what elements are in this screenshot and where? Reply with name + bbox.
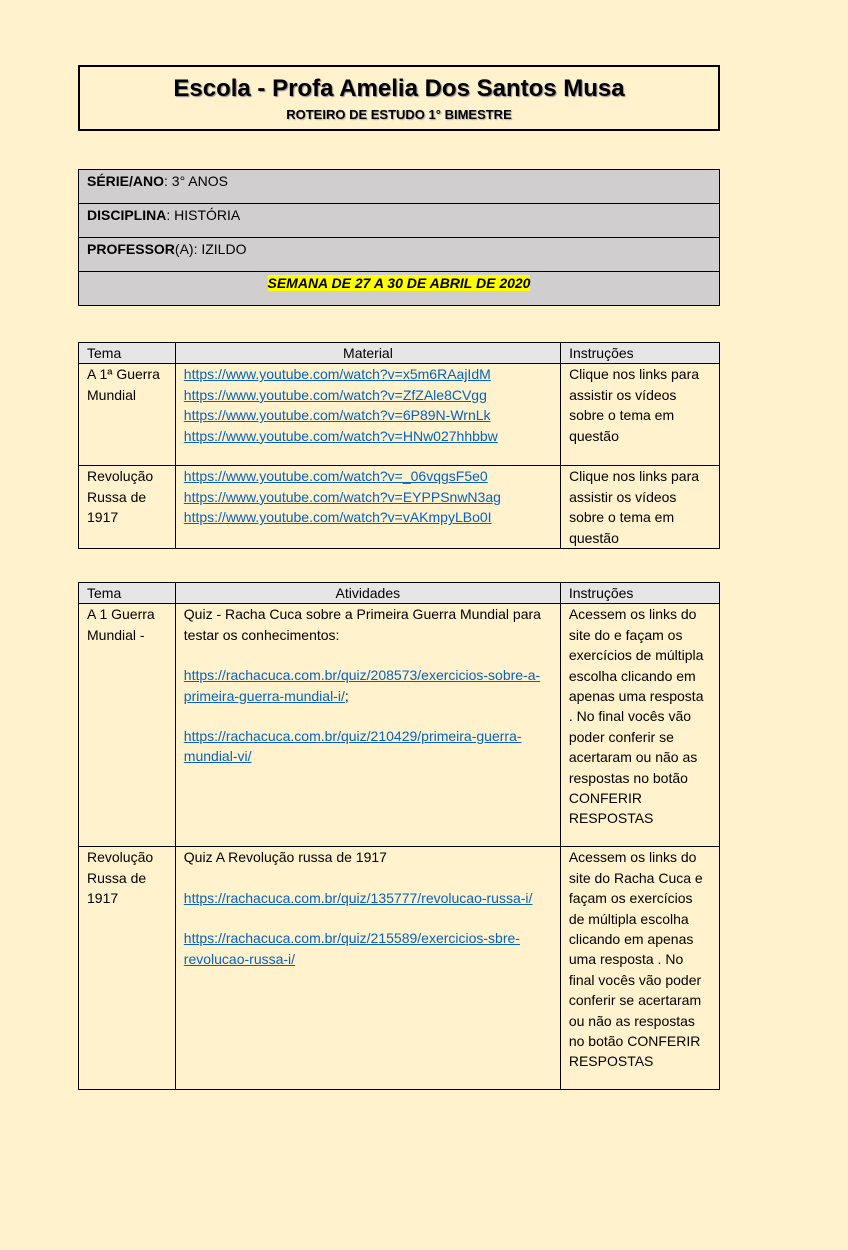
link-suffix: ;	[344, 687, 349, 704]
youtube-link[interactable]: https://www.youtube.com/watch?v=x5m6RAajIdM	[183, 366, 491, 383]
disciplina-label: DISCIPLINA	[87, 207, 167, 223]
activities-content-2	[175, 847, 560, 1090]
rachacuca-link[interactable]: https://rachacuca.com.br/quiz/210429/primeira-guerra-mundial-vi/	[183, 728, 522, 765]
youtube-link[interactable]: https://www.youtube.com/watch?v=_06vqgsF5e0	[183, 468, 488, 485]
materials-links-2	[175, 466, 560, 549]
materials-header-row	[79, 343, 720, 364]
info-row-professor	[79, 238, 720, 272]
youtube-link[interactable]: https://www.youtube.com/watch?v=EYPPSnwN3ag	[183, 488, 501, 505]
rachacuca-link[interactable]: https://rachacuca.com.br/quiz/215589/exercicios-sbre-revolucao-russa-i/	[183, 930, 520, 967]
school-title: Escola - Profa Amelia Dos Santos Musa	[173, 75, 625, 102]
materials-header-material: Material	[175, 343, 560, 364]
youtube-link[interactable]: https://www.youtube.com/watch?v=HNw027hhbbw	[183, 427, 498, 444]
header-box	[78, 65, 720, 131]
disciplina-value: : HISTÓRIA	[166, 207, 241, 223]
rachacuca-link[interactable]: https://rachacuca.com.br/quiz/135777/revolucao-russa-i/	[183, 889, 533, 906]
activities-tema-2: Revolução Russa de 1917	[79, 847, 176, 1090]
activities-instrucoes-1: Acessem os links do site do e façam os exercícios de múltipla escolha clicando em apenas uma resposta . No final vocês vão poder conferir se acertaram ou não as respostas no botão CONFERIR RESPOSTAS	[560, 604, 719, 847]
activities-table	[78, 582, 720, 1090]
info-row-disciplina	[79, 204, 720, 238]
materials-tema-2: Revolução Russa de 1917	[79, 466, 176, 549]
table-row	[79, 364, 720, 466]
youtube-link[interactable]: https://www.youtube.com/watch?v=vAKmpyLBo0I	[183, 509, 492, 526]
youtube-link[interactable]: https://www.youtube.com/watch?v=6P89N-WrnLk	[183, 407, 491, 424]
materials-links-1	[175, 364, 560, 466]
week-label: SEMANA DE 27 A 30 DE ABRIL DE 2020	[267, 275, 531, 291]
info-table	[78, 169, 720, 306]
rachacuca-link[interactable]: https://rachacuca.com.br/quiz/208573/exercicios-sobre-a-primeira-guerra-mundial-i/	[183, 667, 541, 704]
table-row	[79, 847, 720, 1090]
materials-table	[78, 342, 720, 549]
activities-header-row	[79, 583, 720, 604]
activities-content-1	[175, 604, 560, 847]
info-row-week	[79, 272, 720, 306]
quiz-intro: Quiz - Racha Cuca sobre a Primeira Guerra Mundial para testar os conhecimentos:	[183, 606, 541, 643]
info-row-serie	[79, 170, 720, 204]
materials-header-instrucoes: Instruções	[561, 343, 720, 364]
professor-value: (A): IZILDO	[174, 241, 247, 257]
serie-value: : 3° ANOS	[164, 173, 228, 189]
activities-header-tema: Tema	[79, 583, 176, 604]
professor-label: PROFESSOR	[87, 241, 175, 257]
activities-tema-1: A 1 Guerra Mundial -	[79, 604, 176, 847]
table-row	[79, 604, 720, 847]
activities-header-instrucoes: Instruções	[560, 583, 719, 604]
materials-instrucoes-2: Clique nos links para assistir os vídeos sobre o tema em questão	[561, 466, 720, 549]
quiz-intro: Quiz A Revolução russa de 1917	[183, 849, 387, 866]
materials-instrucoes-1: Clique nos links para assistir os vídeos sobre o tema em questão	[561, 364, 720, 466]
youtube-link[interactable]: https://www.youtube.com/watch?v=ZfZAle8CVgg	[183, 386, 487, 403]
materials-tema-1: A 1ª Guerra Mundial	[79, 364, 176, 466]
serie-label: SÉRIE/ANO	[87, 173, 165, 189]
materials-header-tema: Tema	[79, 343, 176, 364]
activities-instrucoes-2: Acessem os links do site do Racha Cuca e façam os exercícios de múltipla escolha clicando em apenas uma resposta . No final vocês vão poder conferir se acertaram ou não as respostas no botão CONFERIR RESPOSTAS	[560, 847, 719, 1090]
table-row	[79, 466, 720, 549]
activities-header-atividades: Atividades	[175, 583, 560, 604]
document-subtitle: ROTEIRO DE ESTUDO 1° BIMESTRE	[286, 107, 512, 122]
